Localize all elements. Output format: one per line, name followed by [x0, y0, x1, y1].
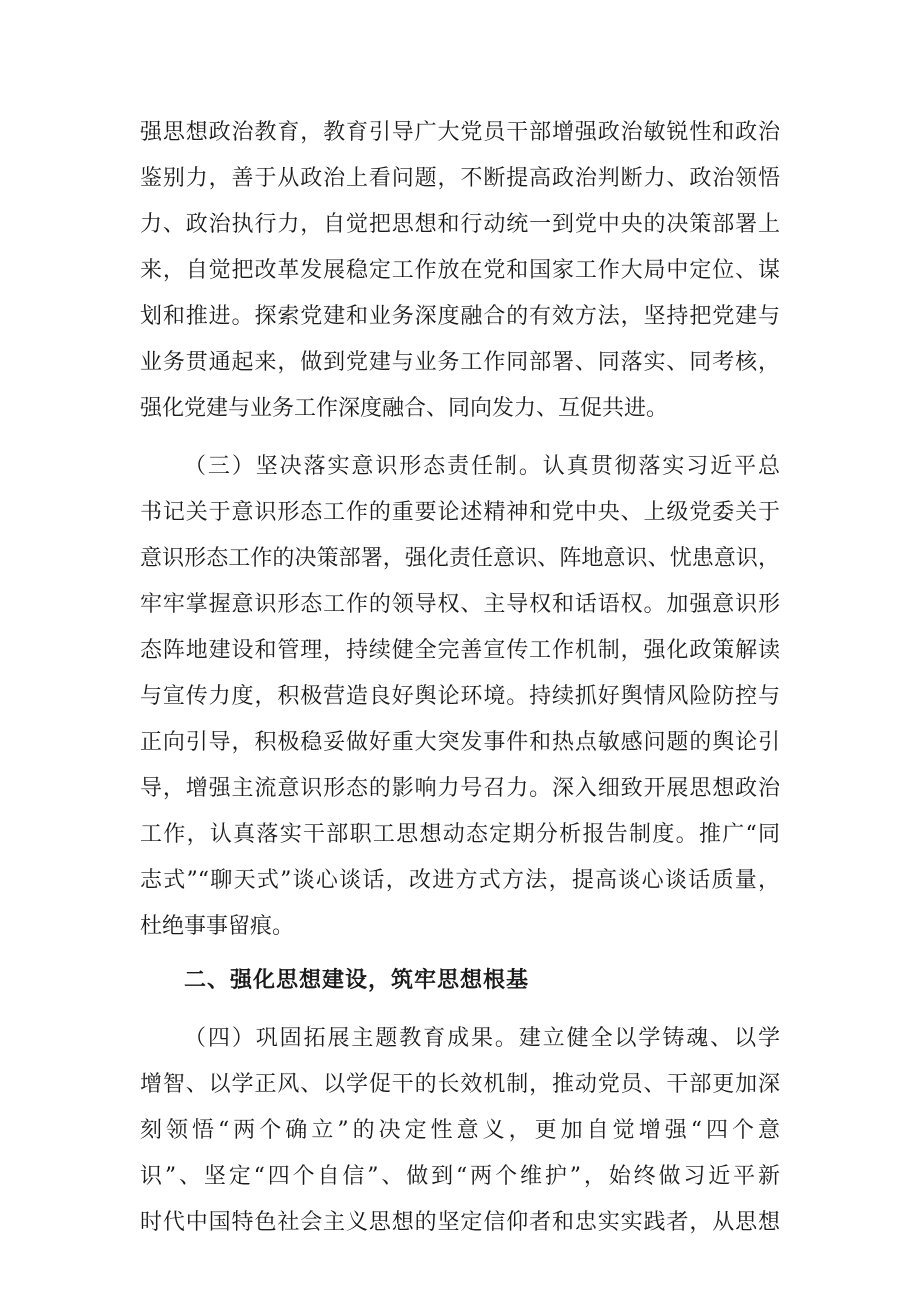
body-text-line: 力、政治执行力，自觉把思想和行动统一到党中央的决策部署上: [140, 212, 780, 237]
body-text-line: 工作，认真落实干部职工思想动态定期分析报告制度。推广“同: [140, 822, 780, 847]
body-text-line: （三）坚决落实意识形态责任制。认真贯彻落实习近平总: [184, 454, 780, 479]
body-text-line: 强思想政治教育，教育引导广大党员干部增强政治敏锐性和政治: [140, 120, 780, 145]
body-text-line: 刻领悟“两个确立”的决定性意义，更加自觉增强“四个意: [140, 1118, 780, 1143]
body-text-line: 划和推进。探索党建和业务深度融合的有效方法，坚持把党建与: [140, 304, 780, 329]
body-text-line: 志式”“聊天式”谈心谈话，改进方式方法，提高谈心谈话质量，: [140, 868, 780, 893]
body-text-line: 书记关于意识形态工作的重要论述精神和党中央、上级党委关于: [140, 500, 780, 525]
body-text-line: 鉴别力，善于从政治上看问题，不断提高政治判断力、政治领悟: [140, 166, 780, 191]
body-text-line: 正向引导，积极稳妥做好重大突发事件和热点敏感问题的舆论引: [140, 730, 780, 755]
body-text-line: 态阵地建设和管理，持续健全完善宣传工作机制，强化政策解读: [140, 638, 780, 663]
body-text-line: 增智、以学正风、以学促干的长效机制，推动党员、干部更加深: [140, 1072, 780, 1097]
body-text-line: 导，增强主流意识形态的影响力号召力。深入细致开展思想政治: [140, 776, 780, 801]
body-text-line: 与宣传力度，积极营造良好舆论环境。持续抓好舆情风险防控与: [140, 684, 780, 709]
section-heading: 二、强化思想建设，筑牢思想根基: [184, 968, 530, 993]
body-text-line: 杜绝事事留痕。: [140, 914, 295, 939]
body-text-line: 强化党建与业务工作深度融合、同向发力、互促共进。: [140, 396, 669, 421]
body-text-line: 识”、坚定“四个自信”、做到“两个维护”，始终做习近平新: [140, 1164, 780, 1189]
body-text-line: 意识形态工作的决策部署，强化责任意识、阵地意识、忧患意识，: [140, 546, 780, 571]
body-text-line: 牢牢掌握意识形态工作的领导权、主导权和话语权。加强意识形: [140, 592, 780, 617]
body-text-line: 业务贯通起来，做到党建与业务工作同部署、同落实、同考核，: [140, 350, 780, 375]
body-text-line: 时代中国特色社会主义思想的坚定信仰者和忠实实践者，从思想: [140, 1210, 780, 1235]
body-text-line: （四）巩固拓展主题教育成果。建立健全以学铸魂、以学: [184, 1026, 780, 1051]
body-text-line: 来，自觉把改革发展稳定工作放在党和国家工作大局中定位、谋: [140, 258, 780, 283]
